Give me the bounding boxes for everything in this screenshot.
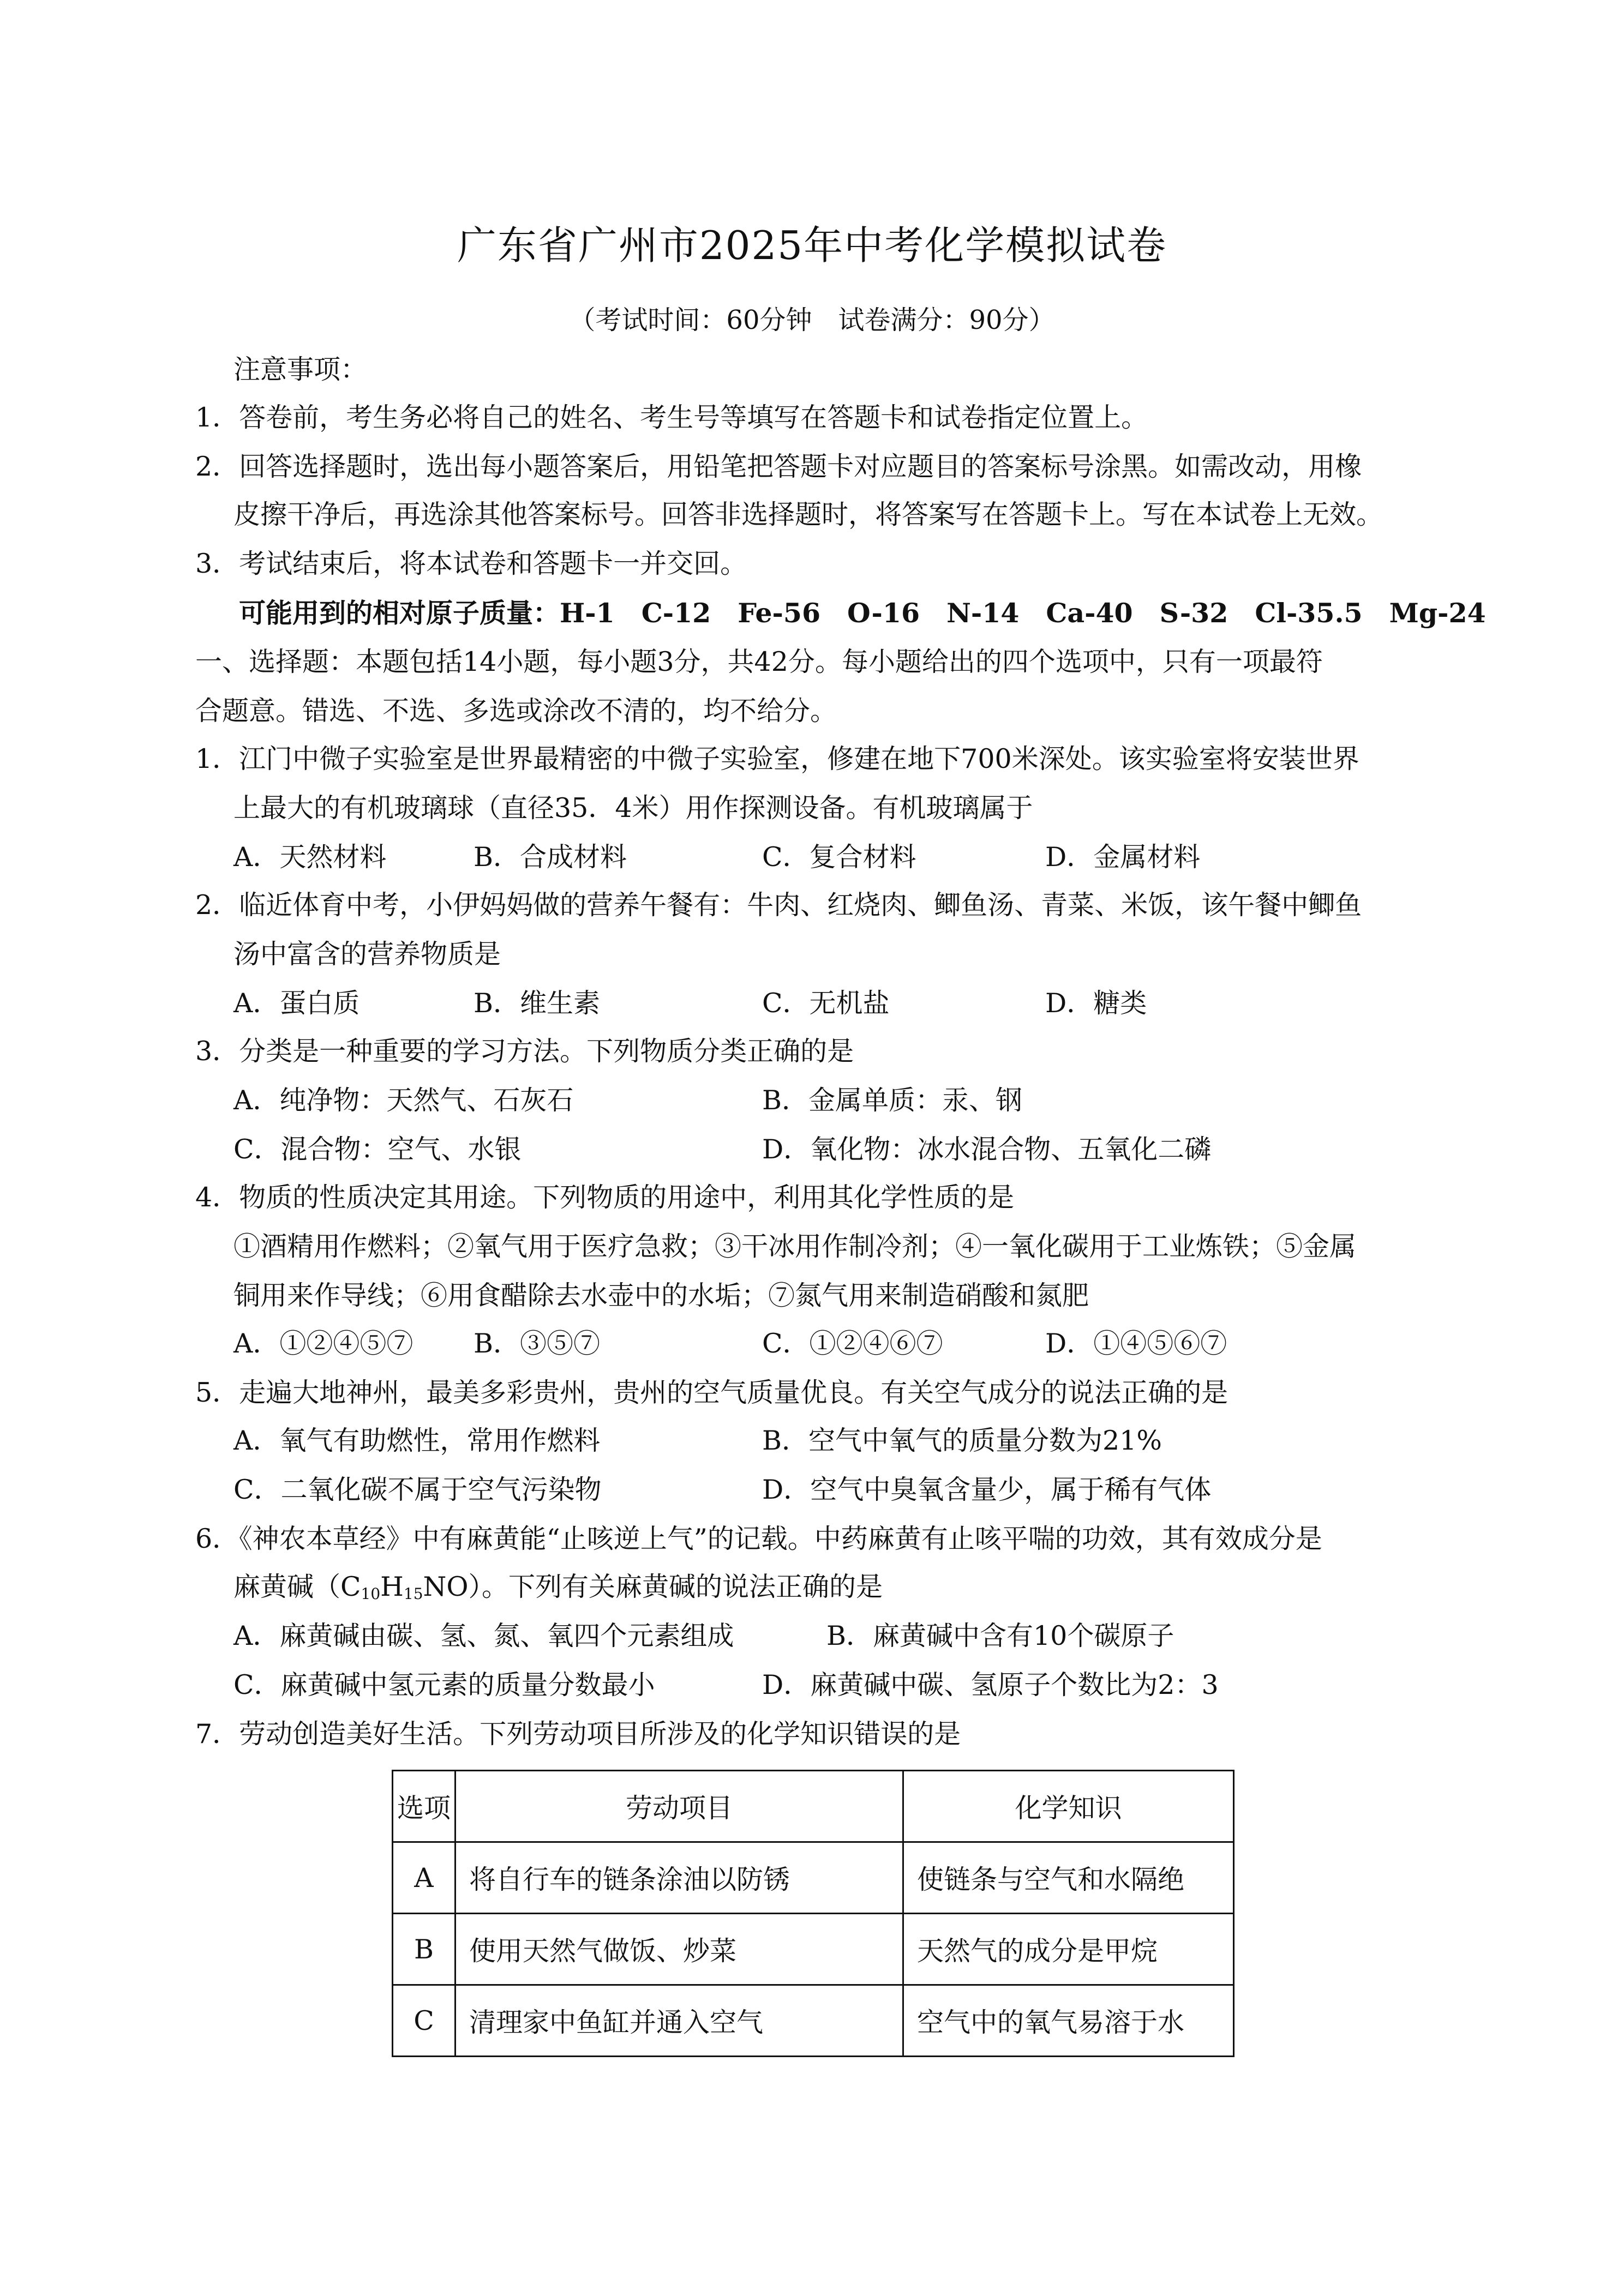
q3-option-c: C．混合物：空气、水银: [233, 1134, 522, 1165]
q1-option-b: B．合成材料: [474, 842, 627, 873]
table-cell-option: A: [393, 1842, 456, 1914]
q4-stem-2: ①酒精用作燃料；②氧气用于医疗急救；③干冰用作制冷剂；④一氧化碳用于工业炼铁；⑤金属: [233, 1231, 1357, 1262]
q1-stem-2: 上最大的有机玻璃球（直径35．4米）用作探测设备。有机玻璃属于: [233, 792, 1033, 824]
q3-stem-1: 3．分类是一种重要的学习方法。下列物质分类正确的是: [195, 1036, 854, 1067]
q6-stem-1: 6．《神农本草经》中有麻黄能“止咳逆上气”的记载。中药麻黄有止咳平喘的功效，其有效成分是: [195, 1523, 1322, 1554]
exam-subtitle: （考试时间：60分钟 试卷满分：90分）: [569, 305, 1055, 335]
q5-option-c: C．二氧化碳不属于空气污染物: [233, 1474, 602, 1505]
q6-option-a: A．麻黄碱由碳、氢、氮、氧四个元素组成: [233, 1620, 734, 1651]
table-header-labor: 劳动项目: [456, 1771, 903, 1842]
table-header-knowledge: 化学知识: [903, 1771, 1234, 1842]
table-cell-labor: 清理家中鱼缸并通入空气: [456, 1985, 903, 2057]
atomic-mass-line: 可能用到的相对原子质量：H-1 C-12 Fe-56 O-16 N-14 Ca-40 S-32 Cl-35.5 Mg-24: [239, 597, 1486, 629]
q7-stem-1: 7．劳动创造美好生活。下列劳动项目所涉及的化学知识错误的是: [195, 1718, 961, 1750]
table-cell-labor: 使用天然气做饭、炒菜: [456, 1914, 903, 1985]
notice-item-1: 1．答卷前，考生务必将自己的姓名、考生号等填写在答题卡和试卷指定位置上。: [195, 402, 1148, 433]
table-cell-knowledge: 空气中的氧气易溶于水: [903, 1985, 1234, 2057]
table-cell-option: C: [393, 1985, 456, 2057]
q6-stem-2-pre: 麻黄碱（C: [233, 1571, 361, 1602]
q6-option-b: B．麻黄碱中含有10个碳原子: [826, 1620, 1174, 1651]
q5-option-d: D．空气中臭氧含量少，属于稀有气体: [762, 1474, 1212, 1505]
notice-item-2: 2．回答选择题时，选出每小题答案后，用铅笔把答题卡对应题目的答案标号涂黑。如需改动，用橡: [195, 451, 1362, 482]
q1-option-d: D．金属材料: [1045, 842, 1201, 873]
q6-option-c: C．麻黄碱中氢元素的质量分数最小: [233, 1669, 655, 1700]
exam-title: 广东省广州市2025年中考化学模拟试卷: [457, 223, 1167, 268]
table-row: [393, 1985, 1234, 2057]
q3-option-b: B．金属单质：汞、钢: [762, 1085, 1023, 1116]
q7-table: [392, 1770, 1235, 2057]
q2-option-a: A．蛋白质: [233, 988, 360, 1019]
q4-option-c: C．①②④⑥⑦: [762, 1328, 943, 1359]
table-header-option: 选项: [393, 1771, 456, 1842]
q4-option-a: A．①②④⑤⑦: [233, 1328, 414, 1359]
q6-option-d: D．麻黄碱中碳、氢原子个数比为2：3: [762, 1669, 1219, 1700]
q2-option-c: C．无机盐: [762, 988, 890, 1019]
q4-stem-1: 4．物质的性质决定其用途。下列物质的用途中，利用其化学性质的是: [195, 1182, 1015, 1213]
q2-option-b: B．维生素: [474, 988, 601, 1019]
q3-option-d: D．氧化物：冰水混合物、五氧化二磷: [762, 1134, 1212, 1165]
table-cell-knowledge: 天然气的成分是甲烷: [903, 1914, 1234, 1985]
q6-subscript-carbon: 10: [361, 1585, 381, 1603]
table-row: [393, 1914, 1234, 1985]
q3-option-a: A．纯净物：天然气、石灰石: [233, 1085, 574, 1116]
table-cell-knowledge: 使链条与空气和水隔绝: [903, 1842, 1234, 1914]
q5-option-b: B．空气中氧气的质量分数为21%: [762, 1425, 1162, 1456]
q5-stem-1: 5．走遍大地神州，最美多彩贵州，贵州的空气质量优良。有关空气成分的说法正确的是: [195, 1377, 1229, 1408]
table-cell-labor: 将自行车的链条涂油以防锈: [456, 1842, 903, 1914]
table-header-row: [393, 1771, 1234, 1842]
q1-option-a: A．天然材料: [233, 842, 387, 873]
q1-option-c: C．复合材料: [762, 842, 916, 873]
notice-item-2-cont: 皮擦干净后，再选涂其他答案标号。回答非选择题时，将答案写在答题卡上。写在本试卷上无效。: [233, 499, 1383, 530]
q6-stem-2-post: NO）。下列有关麻黄碱的说法正确的是: [423, 1571, 883, 1602]
q2-stem-2: 汤中富含的营养物质是: [233, 939, 501, 970]
q4-stem-3: 铜用来作导线；⑥用食醋除去水壶中的水垢；⑦氮气用来制造硝酸和氮肥: [233, 1280, 1089, 1311]
table-cell-option: B: [393, 1914, 456, 1985]
notice-item-3: 3．考试结束后，将本试卷和答题卡一并交回。: [195, 548, 747, 579]
q6-stem-2: [233, 1571, 883, 1603]
q2-stem-1: 2．临近体育中考，小伊妈妈做的营养午餐有：牛肉、红烧肉、鲫鱼汤、青菜、米饭，该午餐中鲫鱼: [195, 889, 1362, 921]
q4-option-d: D．①④⑤⑥⑦: [1045, 1328, 1227, 1359]
q6-stem-2-mid: H: [380, 1571, 404, 1602]
section1-heading-1: 一、选择题：本题包括14小题，每小题3分，共42分。每小题给出的四个选项中，只有一项最符: [195, 646, 1323, 677]
section1-heading-2: 合题意。错选、不选、多选或涂改不清的，均不给分。: [195, 695, 837, 726]
q2-option-d: D．糖类: [1045, 988, 1147, 1019]
q5-option-a: A．氧气有助燃性，常用作燃料: [233, 1425, 601, 1456]
q1-stem-1: 1．江门中微子实验室是世界最精密的中微子实验室，修建在地下700米深处。该实验室将安装世界: [195, 743, 1359, 774]
table-row: [393, 1842, 1234, 1914]
q6-subscript-hydrogen: 15: [403, 1585, 423, 1603]
q4-option-b: B．③⑤⑦: [474, 1328, 601, 1359]
notice-heading: 注意事项：: [233, 354, 368, 385]
